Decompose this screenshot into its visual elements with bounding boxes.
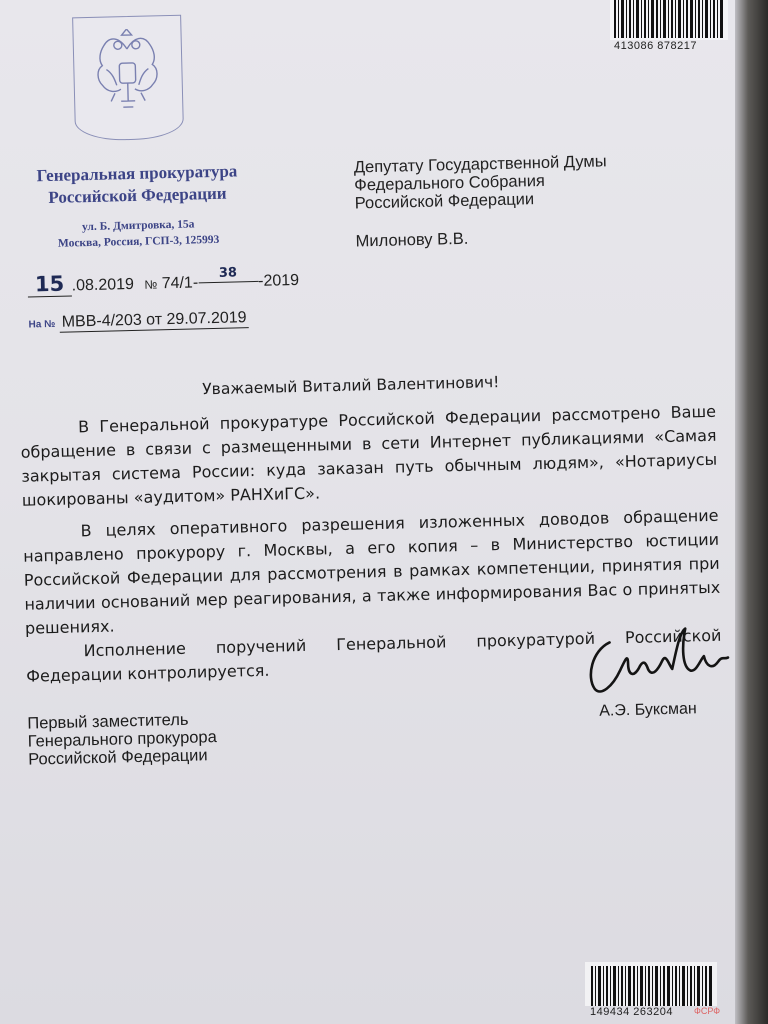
number-suffix: -2019 <box>257 271 300 290</box>
signer-position-line2: Генерального прокурора <box>27 728 218 751</box>
reference-line <box>28 309 248 333</box>
body-paragraph-2: В целях оперативного разрешения изложенных доводов обращение направлено прокурору г. Москвы, а его копия – в Министерство юстиции Российской Федерации для рассмотрения в рамках компетенции, принятия при наличии оснований мер реагирования, а также информирования Вас о принятых решениях. <box>23 505 721 638</box>
body-paragraph-3: Исполнение поручений Генеральной прокуратурой Российской Федерации контролируется. <box>25 625 722 686</box>
signer-position-line1: Первый заместитель <box>27 710 189 733</box>
coat-of-arms-emblem <box>72 15 184 142</box>
barcode-top <box>610 0 728 40</box>
handwritten-number: 38 <box>218 265 238 281</box>
org-address-line1: ул. Б. Дмитровка, 15а <box>81 218 195 234</box>
signer-position-line3: Российской Федерации <box>28 746 208 769</box>
signer-position <box>27 710 217 769</box>
reference-value: МВВ-4/203 от 29.07.2019 <box>60 309 249 333</box>
number-sign: № <box>144 277 158 292</box>
body-paragraph-1: В Генеральной прокуратуре Российской Федерации рассмотрено Ваше обращение в связи с размещенными в сети Интернет публикациями «Самая закрытая система России: куда заказан путь обычным людям», «Нотариусы шокированы «аудитом» РАНХиГС». <box>20 401 718 510</box>
handwritten-signature <box>581 621 743 705</box>
org-name-line2: Российской Федерации <box>48 183 227 208</box>
signer-name: А.Э. Буксман <box>599 700 697 720</box>
org-address-line2: Москва, Россия, ГСП-3, 125993 <box>57 233 220 250</box>
org-name-line1: Генеральная прокуратура <box>36 161 238 186</box>
barcode-bottom-number: 149434 263204 <box>590 1006 673 1018</box>
handwritten-day: 15 <box>34 271 65 297</box>
number-prefix: 74/1- <box>161 274 199 293</box>
double-headed-eagle-icon <box>91 28 163 126</box>
greeting: Уважаемый Виталий Валентинович! <box>202 373 500 399</box>
recipient-line1: Депутату Государственной Думы <box>353 152 607 177</box>
recipient-line2: Федерального Собрания <box>354 171 546 195</box>
barcode-top-number: 413086 878217 <box>614 40 697 52</box>
recipient-line3: Российской Федерации <box>354 190 535 213</box>
reference-label: На № <box>28 318 56 331</box>
outgoing-date-number <box>27 266 299 298</box>
barcode-bottom <box>585 962 717 1006</box>
recipient-name: Милонову В.В. <box>355 229 469 251</box>
date-rest: .08.2019 <box>71 275 135 295</box>
barcode-bottom-extra: ФСРФ <box>694 1006 721 1016</box>
